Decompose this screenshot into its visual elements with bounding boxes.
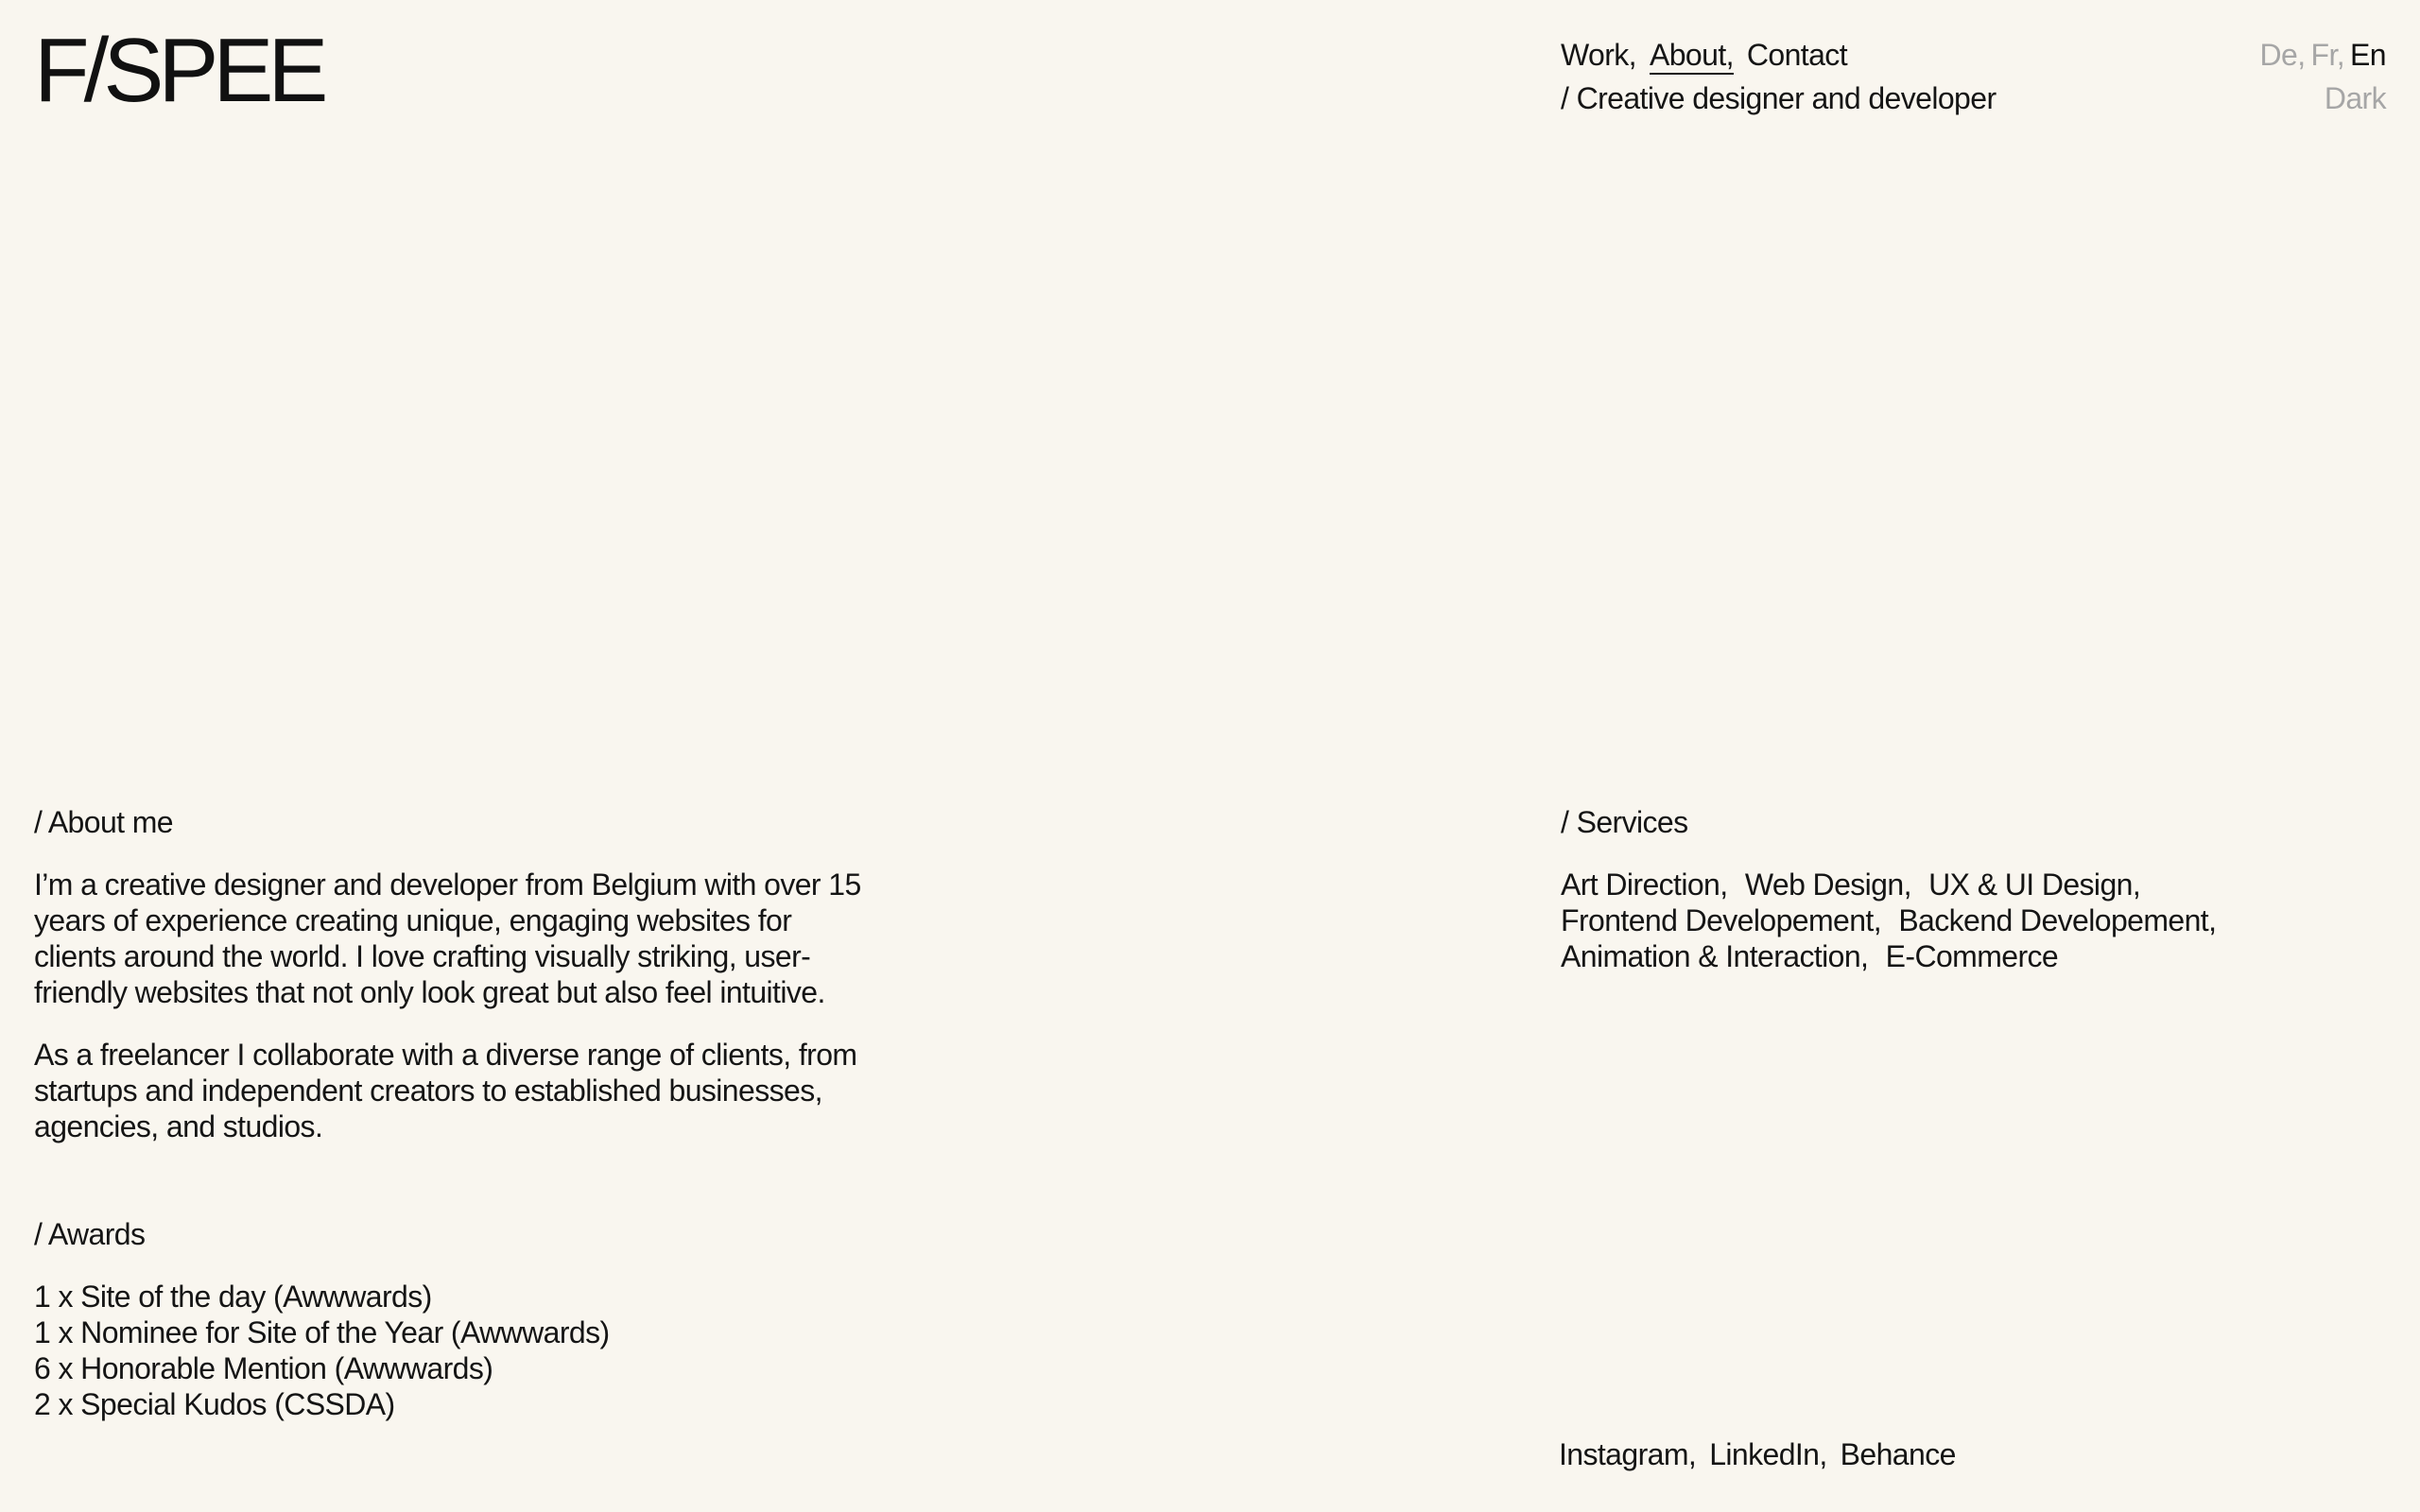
award-item: 2 x Special Kudos (CSSDA) xyxy=(34,1387,395,1421)
services-title: / Services xyxy=(1561,805,1688,839)
about-section xyxy=(34,804,866,1144)
nav-item-about[interactable]: About, xyxy=(1650,38,1734,75)
award-item: 6 x Honorable Mention (Awwwards) xyxy=(34,1351,493,1385)
site-logo[interactable]: F/SPEE xyxy=(34,20,323,121)
dark-mode-toggle[interactable]: Dark xyxy=(2324,81,2386,115)
service-item: UX & UI Design, xyxy=(1928,868,2141,902)
language-switcher xyxy=(2255,36,2386,79)
language-en[interactable]: En xyxy=(2350,38,2386,72)
nav-item-contact[interactable]: Contact xyxy=(1746,38,1847,72)
social-link-linkedin[interactable]: LinkedIn, xyxy=(1709,1437,1827,1471)
award-item: 1 x Nominee for Site of the Year (Awwwards) xyxy=(34,1315,610,1349)
award-item: 1 x Site of the day (Awwwards) xyxy=(34,1280,432,1314)
site-tagline: / Creative designer and developer xyxy=(1561,81,1996,115)
left-column xyxy=(34,804,866,1422)
service-item: Web Design, xyxy=(1744,868,1911,902)
right-column xyxy=(1561,804,2317,974)
social-links xyxy=(1559,1436,1969,1472)
language-de[interactable]: De, xyxy=(2259,38,2306,72)
awards-list xyxy=(34,1279,866,1422)
services-list xyxy=(1561,867,2317,974)
services-section xyxy=(1561,804,2317,974)
nav-links xyxy=(1561,36,1996,79)
social-link-instagram[interactable]: Instagram, xyxy=(1559,1437,1697,1471)
settings-panel xyxy=(2255,36,2386,123)
about-paragraph-1: I’m a creative designer and developer from Belgium with over 15 years of experience creating unique, engaging websites for clients around the world. I love crafting visually striking, user-friendly websites that not only look great but also feel intuitive. xyxy=(34,868,861,1009)
nav-item-work[interactable]: Work, xyxy=(1561,38,1636,72)
awards-title: / Awards xyxy=(34,1217,146,1251)
theme-toggle-row xyxy=(2255,79,2386,123)
about-paragraph-2: As a freelancer I collaborate with a diverse range of clients, from startups and independent creators to established businesses, agencies, and studios. xyxy=(34,1038,857,1143)
social-link-behance[interactable]: Behance xyxy=(1840,1437,1956,1471)
about-title: / About me xyxy=(34,805,173,839)
service-item: Frontend Developement, xyxy=(1561,903,1882,937)
main-nav xyxy=(1561,36,1996,123)
service-item: Backend Developement, xyxy=(1898,903,2217,937)
service-item: E-Commerce xyxy=(1885,939,2059,973)
service-item: Art Direction, xyxy=(1561,868,1728,902)
service-item: Animation & Interaction, xyxy=(1561,939,1869,973)
language-fr[interactable]: Fr, xyxy=(2310,38,2345,72)
awards-section xyxy=(34,1216,866,1422)
